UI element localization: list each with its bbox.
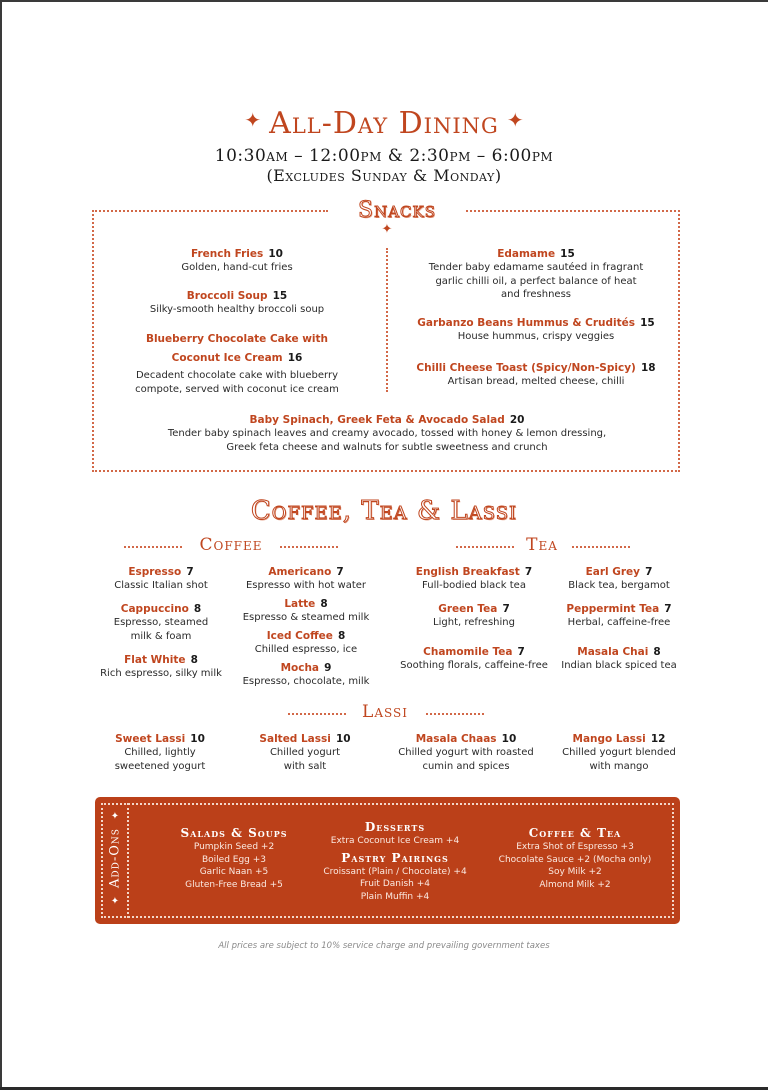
divider [572,546,630,548]
column-divider [386,248,388,392]
item-price: 15 [272,290,288,302]
menu-item [392,560,556,593]
addons-label: Add-Ons [107,828,123,888]
item-name: English Breakfast [415,566,520,578]
item-name: French Fries [191,248,264,260]
item-description: Soothing florals, caffeine-free [400,660,548,671]
opening-hours: 10:30am – 12:00pm & 2:30pm – 6:00pm [214,146,554,166]
divider [288,713,346,715]
divider [456,546,514,548]
item-price: 10 [268,248,283,260]
item-description: Indian black spiced tea [561,660,677,671]
menu-item [236,624,376,657]
addon-item: Garlic Naan +5 [199,867,269,877]
sparkle-icon: ✦ [244,108,262,132]
item-price: 8 [193,603,202,615]
item-name: Edamame [497,248,556,260]
drinks-heading: Coffee, Tea & Lassi [250,496,518,526]
menu-item [398,356,674,389]
item-name: Flat White [124,654,186,666]
item-description: milk & foam [130,630,192,642]
item-description: Tender baby spinach leaves and creamy avocado, tossed with honey & lemon dressing, [167,428,607,439]
addons-group-heading: Pastry Pairings [341,850,449,865]
addon-item: Soy Milk +2 [548,867,602,877]
item-name: Iced Coffee [266,630,333,642]
menu-item [392,597,556,630]
item-description: Golden, hand-cut fries [181,262,293,273]
item-description: Espresso & steamed milk [242,612,370,623]
item-description: Light, refreshing [433,617,515,628]
menu-item [558,560,680,593]
item-price: 8 [337,630,346,642]
divider [124,546,182,548]
item-name: Green Tea [438,603,498,615]
item-name: Americano [268,566,332,578]
menu-item [398,311,674,344]
item-price: 16 [287,352,303,364]
item-price: 9 [324,662,332,674]
item-name: Broccoli Soup [186,290,268,302]
item-name: Garbanzo Beans Hummus & Crudités [417,317,635,329]
item-price: 8 [320,598,328,610]
item-name: Masala Chaas [415,733,497,745]
menu-item [392,640,556,673]
item-price: 7 [336,566,344,578]
sparkle-icon: ✦ [506,108,524,132]
addon-item: Extra Shot of Espresso +3 [516,842,634,852]
divider [92,210,328,212]
addon-item: Gluten-Free Bread +5 [185,879,283,890]
addon-item: Almond Milk +2 [539,879,611,890]
item-description: Decadent chocolate cake with blueberry [135,370,338,381]
item-description: and freshness [500,289,571,300]
menu-item [236,656,376,689]
item-name: Coconut Ice Cream [171,352,283,364]
window-frame-top [0,0,768,2]
menu-item [236,560,376,593]
menu-item [378,727,554,773]
sparkle-icon: ✦ [110,896,120,907]
item-price: 12 [650,733,666,745]
item-name: Cappuccino [120,603,189,615]
menu-item [100,284,374,317]
page-title-row [0,106,768,141]
item-name: Chamomile Tea [423,646,513,658]
item-price: 8 [190,654,198,666]
addons-group-heading: Desserts [364,820,426,834]
item-price: 20 [509,414,525,426]
item-name: Earl Grey [585,566,641,578]
item-name: Peppermint Tea [566,603,660,615]
addons-salads-soups [159,826,309,891]
menu-item [100,408,674,454]
item-name: Mango Lassi [572,733,646,745]
menu-item [96,648,226,681]
item-description: Herbal, caffeine-free [567,617,671,628]
addons-desserts [309,820,481,903]
addon-item: Boiled Egg +3 [201,854,267,865]
item-name: Mocha [280,662,320,674]
item-description: with mango [589,760,649,772]
item-name: Blueberry Chocolate Cake with [145,333,329,345]
menu-item [556,727,682,773]
item-description: Espresso, steamed [113,617,209,628]
divider [280,546,338,548]
item-description: Espresso with hot water [245,580,367,591]
item-description: cumin and spices [422,760,510,772]
addons-coffee-tea [485,826,665,891]
item-description: Chilled yogurt [269,747,341,758]
item-description: Silky-smooth healthy broccoli soup [149,304,325,315]
item-description: Black tea, bergamot [568,580,670,591]
item-description: Tender baby edamame sautéed in fragrant [428,262,644,273]
sparkle-icon: ✦ [110,811,120,822]
item-price: 7 [502,603,510,615]
item-price: 18 [640,362,656,374]
addons-group-heading: Salads & Soups [180,826,288,840]
menu-item [398,242,674,302]
addons-group-heading: Coffee & Tea [528,826,622,840]
item-description: Chilled yogurt with roasted [398,747,534,758]
divider [426,713,484,715]
divider [466,210,680,212]
menu-item [558,640,680,673]
item-price: 8 [653,646,661,658]
item-price: 7 [517,646,525,658]
item-price: 10 [335,733,351,745]
item-description: Artisan bread, melted cheese, chilli [447,376,625,387]
item-description: Rich espresso, silky milk [100,668,222,679]
item-description: Chilled espresso, ice [254,644,358,655]
item-description: garlic chilli oil, a perfect balance of heat [435,275,637,287]
item-price: 10 [190,733,205,745]
item-description: compote, served with coconut ice cream [135,383,339,395]
item-name: Chilli Cheese Toast (Spicy/Non-Spicy) [416,362,636,374]
menu-item [558,597,680,630]
item-description: Greek feta cheese and walnuts for subtle sweetness and crunch [226,441,548,453]
item-description: Chilled yogurt blended [562,747,676,758]
item-price: 10 [501,733,517,745]
item-price: 15 [560,248,575,260]
addon-item: Extra Coconut Ice Cream +4 [330,836,460,846]
addon-item: Croissant (Plain / Chocolate) +4 [323,866,467,877]
item-description: Classic Italian shot [114,580,208,591]
menu-item [100,242,374,275]
item-description: Full-bodied black tea [422,580,526,591]
pricing-footnote: All prices are subject to 10% service charge and prevailing government taxes [218,941,550,951]
addon-item: Plain Muffin +4 [360,891,430,902]
coffee-heading: Coffee [199,535,263,555]
menu-item [240,727,370,773]
item-name: Salted Lassi [259,733,331,745]
addon-item: Fruit Danish +4 [360,879,430,889]
page-title: All-Day Dining [269,106,499,141]
item-name: Latte [284,598,316,610]
item-name: Baby Spinach, Greek Feta & Avocado Salad [249,414,505,426]
menu-item [100,333,374,396]
snacks-heading: Snacks [358,198,436,223]
menu-item [100,727,220,773]
menu-item [96,560,226,593]
item-price: 7 [524,566,533,578]
lassi-heading: Lassi [362,702,408,722]
addons-panel [95,797,680,924]
menu-item [236,592,376,625]
item-description: Espresso, chocolate, milk [242,676,370,687]
item-description: House hummus, crispy veggies [457,331,615,342]
item-name: Espresso [128,566,182,578]
sparkle-icon: ✦ [381,222,393,237]
menu-item [96,597,226,643]
item-price: 7 [645,566,653,578]
item-name: Masala Chai [577,646,649,658]
addon-item: Chocolate Sauce +2 (Mocha only) [498,854,652,865]
item-name: Sweet Lassi [115,733,186,745]
addon-item: Pumpkin Seed +2 [193,842,275,852]
item-description: with salt [283,760,327,772]
item-description: sweetened yogurt [114,760,206,772]
item-price: 15 [640,317,655,329]
item-description: Chilled, lightly [124,747,196,758]
tea-heading: Tea [526,535,558,555]
item-price: 7 [186,566,194,578]
item-price: 7 [664,603,672,615]
excluded-days: (Excludes Sunday & Monday) [266,166,502,185]
